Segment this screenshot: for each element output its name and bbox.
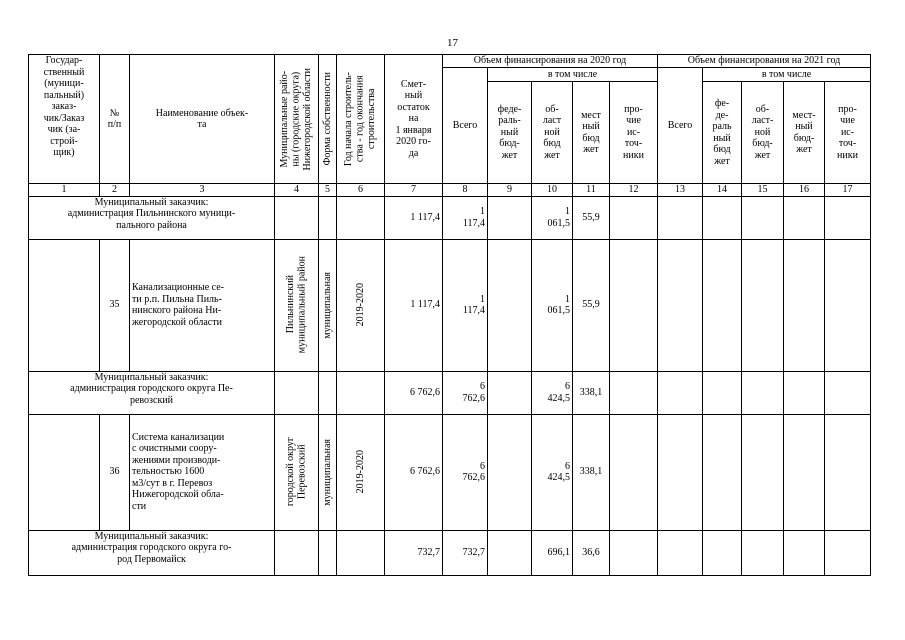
- object-number: 36: [100, 414, 130, 530]
- column-number: 3: [130, 184, 275, 197]
- column-number: 5: [319, 184, 337, 197]
- total-2020: 1 117,4: [443, 196, 488, 239]
- header-object-name: Наименование объек- та: [130, 55, 275, 184]
- column-number: 7: [385, 184, 443, 197]
- column-number: 1: [29, 184, 100, 197]
- customer-group-row: [29, 371, 871, 414]
- object-ownership: муниципальная: [319, 414, 337, 530]
- column-number: 8: [443, 184, 488, 197]
- header-estimated-balance: Смет- ный остаток на 1 января 2020 го- да: [385, 55, 443, 184]
- total-2020: 1 117,4: [443, 239, 488, 371]
- local-2020: 338,1: [573, 414, 610, 530]
- estimated-balance: 1 117,4: [385, 239, 443, 371]
- header-construction-years: Год начала строитель- ства - год окончания строительства: [337, 55, 385, 184]
- local-2020: 338,1: [573, 371, 610, 414]
- column-number: 13: [658, 184, 703, 197]
- object-name: Канализационные се- ти р.п. Пильна Пиль- нинского района Ни- жегородской области: [130, 239, 275, 371]
- header-total-2020: Всего: [443, 68, 488, 184]
- estimated-balance: 6 762,6: [385, 371, 443, 414]
- header-including-2021: в том числе: [703, 68, 871, 82]
- column-number: 16: [784, 184, 825, 197]
- column-number: 10: [532, 184, 573, 197]
- header-customer: Государ- ственный (муници- пальный) заказ- чик/Заказ чик (за- строй- щик): [29, 55, 100, 184]
- object-years: 2019-2020: [337, 414, 385, 530]
- estimated-balance: 732,7: [385, 530, 443, 575]
- local-2020: 55,9: [573, 196, 610, 239]
- header-local-2020: мест ный бюд жет: [573, 82, 610, 184]
- regional-2020: 1 061,5: [532, 196, 573, 239]
- header-federal-2020: феде- раль- ный бюд- жет: [488, 82, 532, 184]
- financing-table: [28, 54, 871, 576]
- estimated-balance: 6 762,6: [385, 414, 443, 530]
- page-number: 17: [447, 37, 458, 49]
- object-number: 35: [100, 239, 130, 371]
- header-ownership: Форма собственности: [319, 55, 337, 184]
- object-years: 2019-2020: [337, 239, 385, 371]
- customer-group-row: [29, 196, 871, 239]
- total-2020: 6 762,6: [443, 371, 488, 414]
- column-number: 9: [488, 184, 532, 197]
- header-funding-2021: Объем финансирования на 2021 год: [658, 55, 871, 68]
- local-2020: 36,6: [573, 530, 610, 575]
- customer-name: Муниципальный заказчик: администрация городского округа Пе- ревозский: [29, 371, 275, 414]
- column-number: 12: [610, 184, 658, 197]
- header-regional-2020: об- ласт ной бюд жет: [532, 82, 573, 184]
- regional-2020: 6 424,5: [532, 414, 573, 530]
- column-number: 17: [825, 184, 871, 197]
- estimated-balance: 1 117,4: [385, 196, 443, 239]
- header-regional-2021: об- ласт- ной бюд- жет: [742, 82, 784, 184]
- column-number: 2: [100, 184, 130, 197]
- header-total-2021: Всего: [658, 68, 703, 184]
- header-including-2020: в том числе: [488, 68, 658, 82]
- column-number: 6: [337, 184, 385, 197]
- object-ownership: муниципальная: [319, 239, 337, 371]
- customer-group-row: [29, 530, 871, 575]
- total-2020: 6 762,6: [443, 414, 488, 530]
- regional-2020: 696,1: [532, 530, 573, 575]
- header-other-2021: про- чие ис- точ- ники: [825, 82, 871, 184]
- total-2020: 732,7: [443, 530, 488, 575]
- regional-2020: 1 061,5: [532, 239, 573, 371]
- object-row: [29, 239, 871, 371]
- header-other-2020: про- чие ис- точ- ники: [610, 82, 658, 184]
- object-district: городской округ Перевозский: [275, 414, 319, 530]
- header-federal-2021: фе- де- раль ный бюд жет: [703, 82, 742, 184]
- object-district: Пильнинский муниципальный район: [275, 239, 319, 371]
- customer-name: Муниципальный заказчик: администрация городского округа го- род Первомайск: [29, 530, 275, 575]
- object-name: Система канализации с очистными соору- жениями производи- тельностью 1600 м3/сут в г. Перевоз Нижегородской обла- сти: [130, 414, 275, 530]
- header-municipal-district: Муниципальные райо- ны (городские округа) Нижегородской области: [275, 55, 319, 184]
- column-number: 11: [573, 184, 610, 197]
- regional-2020: 6 424,5: [532, 371, 573, 414]
- object-row: [29, 414, 871, 530]
- header-funding-2020: Объем финансирования на 2020 год: [443, 55, 658, 68]
- header-number: № п/п: [100, 55, 130, 184]
- local-2020: 55,9: [573, 239, 610, 371]
- column-number: 14: [703, 184, 742, 197]
- column-number: 4: [275, 184, 319, 197]
- column-number: 15: [742, 184, 784, 197]
- header-local-2021: мест- ный бюд- жет: [784, 82, 825, 184]
- customer-name: Муниципальный заказчик: администрация Пильнинского муници- пального района: [29, 196, 275, 239]
- column-number-row: [29, 184, 871, 197]
